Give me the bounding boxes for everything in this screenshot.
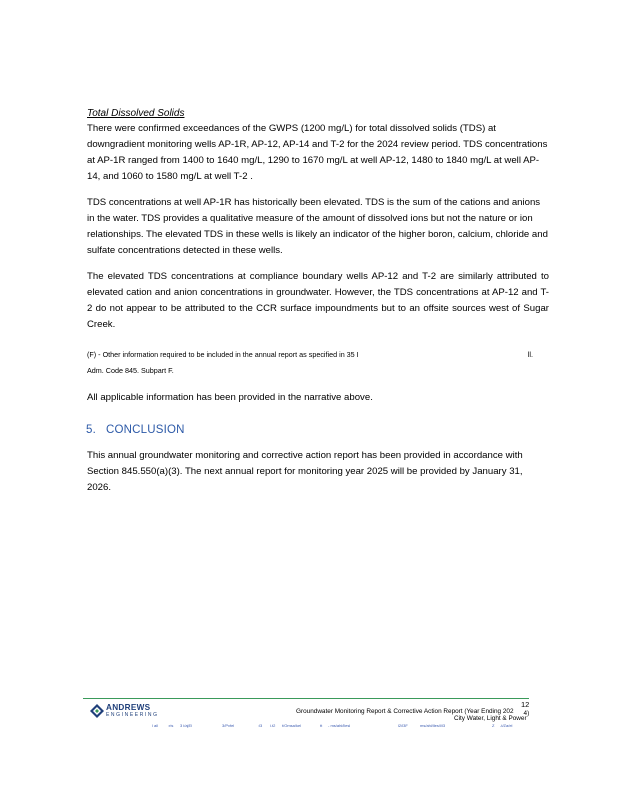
conclusion-title: CONCLUSION: [106, 424, 185, 436]
applicable-note: All applicable information has been provided in the narrative above.: [87, 392, 373, 403]
requirement-line-1-end: ll.: [527, 350, 533, 359]
andrews-logo: [90, 703, 180, 719]
tds-paragraph-compliance: The elevated TDS concentrations at compliance boundary wells AP-12 and T-2 are similarly attributed to elevated cation and anion concentrations in groundwater. However, the TDS concentrations at AP-12 and T-2 do not appear to be attributed to the CCR surface impoundments but to an offsite sources west of Sugar Creek.: [87, 271, 549, 330]
contact-fragment: ms/ahi/lles/l/l3: [420, 723, 446, 728]
contact-fragment: t/Omsa/kel: [282, 723, 302, 728]
contact-fragment: l2/l3F: [398, 723, 408, 728]
tds-subheading: Total Dissolved Solids: [87, 108, 185, 119]
contact-fragment: :l3: [258, 723, 263, 728]
conclusion-paragraph: This annual groundwater monitoring and corrective action report has been provided in accordance with Section 845.550(a)(3). The next annual report for monitoring year 2025 will be provided by January 31, 2026.: [87, 450, 523, 493]
requirement-line-2: Adm. Code 845. Subpart F.: [87, 366, 174, 375]
contact-fragment: 3/Pvfel: [222, 723, 235, 728]
footer-report-title: [296, 708, 530, 717]
conclusion-heading: [86, 424, 185, 436]
logo-subtitle: ENGINEERING: [106, 712, 159, 718]
footer-report-title-text: Groundwater Monitoring Report & Corrective Action Report (Year Ending 202: [296, 708, 514, 715]
logo-name: ANDREWS: [106, 703, 151, 712]
conclusion-number: 5.: [86, 424, 96, 436]
footer-report-title-suffix: 4): [523, 710, 530, 717]
contact-fragment: tt: [320, 723, 323, 728]
tds-paragraph-history: TDS concentrations at well AP-1R has historically been elevated. TDS is the sum of the cations and anions in the water. TDS provides a qualitative measure of the amount of dissolved ions but not the nature or ion relationships. The elevated TDS in these wells is likely an indicator of the higher boron, calcium, chloride and sulfate concentrations detected in these wells.: [87, 197, 548, 256]
footer-divider: [83, 698, 529, 699]
footer-contact-line: [152, 723, 520, 731]
tds-paragraph-exceedances: There were confirmed exceedances of the GWPS (1200 mg/L) for total dissolved solids (TDS) at downgradient monitoring wells AP-1R, AP-12, AP-14 and T-2 for the 2024 review period. TDS concentrations at AP-1R ranged from 1400 to 1640 mg/L, 1290 to 1670 mg/L at well AP-12, 1480 to 1840 mg/L at well AP-14, and 1060 to 1580 mg/L at well T-2 .: [87, 123, 548, 182]
footer-client: City Water, Light & Power: [454, 715, 527, 722]
contact-fragment: 3 i/ajEl: [180, 723, 193, 728]
contact-fragment: Z: [492, 723, 495, 728]
contact-fragment: - ms/ahi/llesl: [328, 723, 351, 728]
contact-fragment: l ail: [152, 723, 159, 728]
contact-fragment: -t/Za/el: [500, 723, 513, 728]
contact-fragment: i.t2: [270, 723, 276, 728]
page-number: 12: [521, 700, 530, 709]
requirement-line-1: (F) - Other information required to be included in the annual report as specified in 35 I: [87, 350, 359, 359]
contact-fragment: :ris: [168, 723, 174, 728]
diamond-logo-icon: [90, 704, 104, 718]
requirement-block: [87, 347, 533, 379]
